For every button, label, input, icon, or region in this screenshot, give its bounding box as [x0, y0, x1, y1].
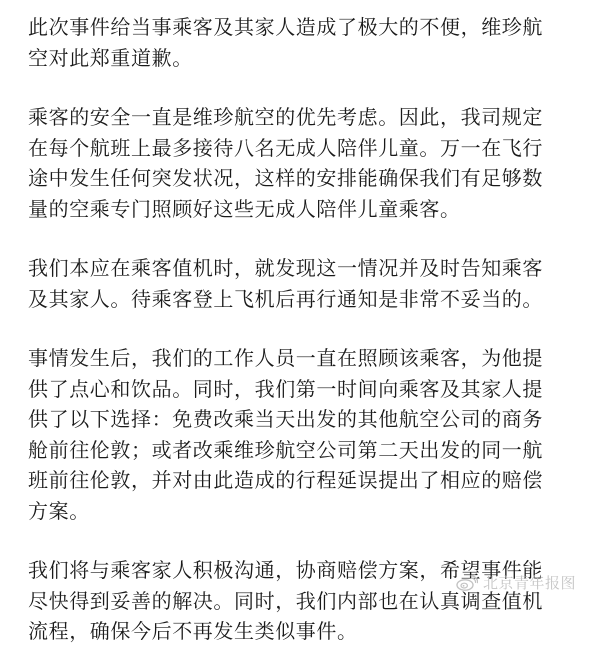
paragraph-apology: 此次事件给当事乘客及其家人造成了极大的不便，维珍航 空对此郑重道歉。 — [28, 15, 543, 70]
paragraph-compensation: 我们将与乘客家人积极沟通，协商赔偿方案，希望事件能 尽快得到妥善的解决。同时，我们内部也在认真调查值机 流程，确保今后不再发生类似事件。 — [28, 558, 543, 643]
weibo-logo-icon — [456, 575, 478, 591]
watermark-text: 北京青年报图 — [482, 574, 576, 592]
paragraph-aftermath: 事情发生后，我们的工作人员一直在照顾该乘客，为他提 供了点心和饮品。同时，我们第一时间向乘客及其家人提 供了以下选择：免费改乘当天出发的其他航空公司的商务 舱前往伦敦；或者改乘维珍航空公司第二天出发的同一航 班前往伦敦，并对由此造成的行程延误提出了相应的赔偿 方案。 — [28, 346, 543, 523]
paragraph-safety-policy: 乘客的安全一直是维珍航空的优先考虑。因此，我司规定 在每个航班上最多接待八名无成人陪伴儿童。万一在飞行 途中发生任何突发状况，这样的安排能确保我们有足够数 量的空乘专门照顾好这些无成人陪伴儿童乘客。 — [28, 105, 543, 221]
watermark — [456, 572, 576, 593]
paragraph-check-in: 我们本应在乘客值机时，就发现这一情况并及时告知乘客 及其家人。待乘客登上飞机后再行通知是非常不妥当的。 — [28, 256, 543, 311]
